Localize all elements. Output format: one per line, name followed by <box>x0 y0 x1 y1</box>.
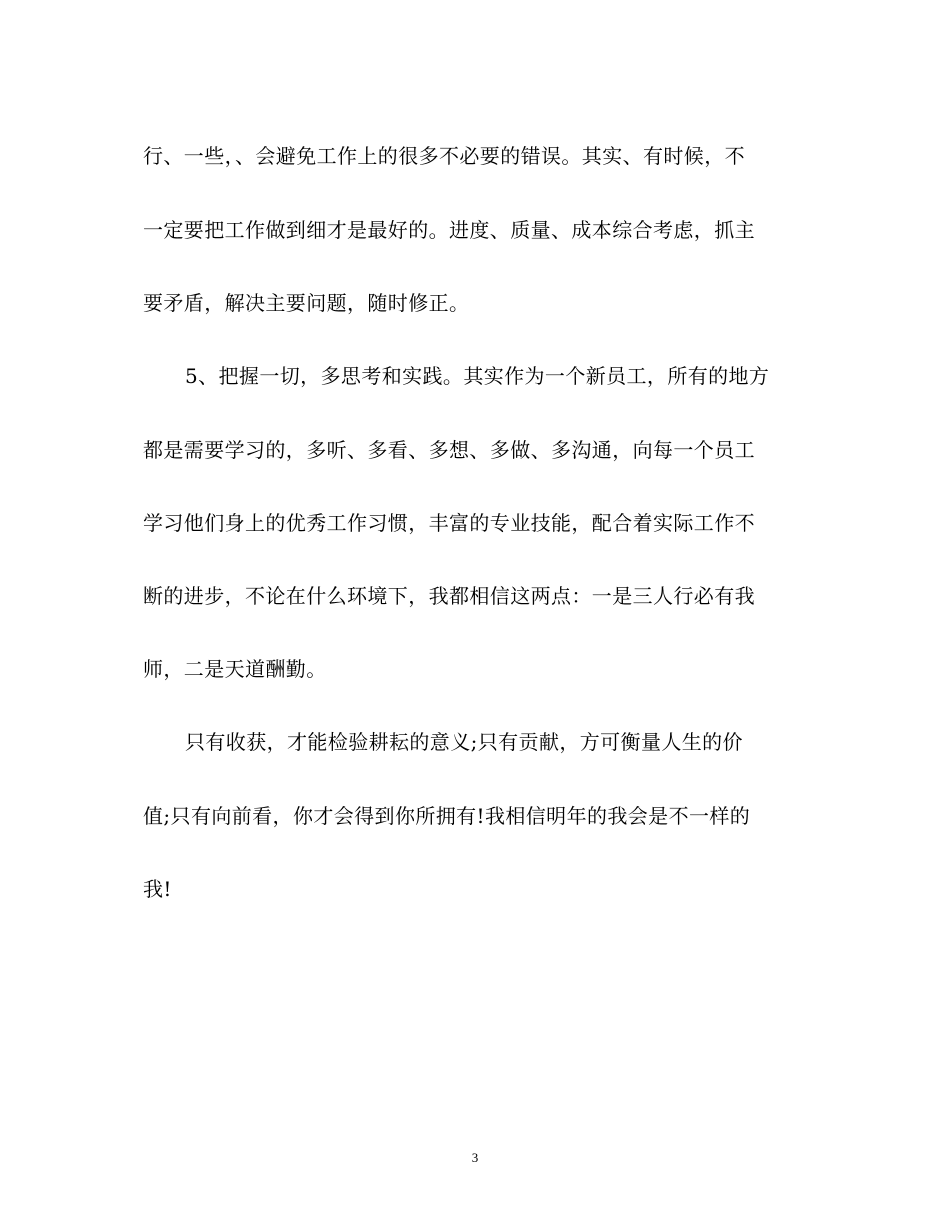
paragraph-2-line-5: 师，二是天道酬勤。 <box>143 657 327 681</box>
paragraph-2-line-4: 断的进步，不论在什么环境下，我都相信这两点：一是三人行必有我 <box>143 584 755 608</box>
paragraph-2-line-1: 5、把握一切，多思考和实践。其实作为一个新员工，所有的地方 <box>185 364 770 388</box>
paragraph-1-line-1: 行、一些，、会避免工作上的很多不必要的错误。其实、有时候，不 <box>143 144 745 168</box>
paragraph-2-line-2: 都是需要学习的，多听、多看、多想、多做、多沟通，向每一个员工 <box>143 438 755 462</box>
paragraph-2-line-3: 学习他们身上的优秀工作习惯，丰富的专业技能，配合着实际工作不 <box>143 511 755 535</box>
paragraph-1-line-3: 要矛盾，解决主要问题，随时修正。 <box>143 291 470 315</box>
paragraph-1-line-2: 一定要把工作做到细才是最好的。进度、质量、成本综合考虑，抓主 <box>143 218 755 242</box>
paragraph-3-line-1: 只有收获，才能检验耕耘的意义;只有贡献，方可衡量人生的价 <box>185 730 743 754</box>
paragraph-3-line-2: 值;只有向前看，你才会得到你所拥有!我相信明年的我会是不一样的 <box>143 804 751 828</box>
page-number: 3 <box>471 1150 479 1165</box>
paragraph-3-line-3: 我! <box>143 877 172 901</box>
